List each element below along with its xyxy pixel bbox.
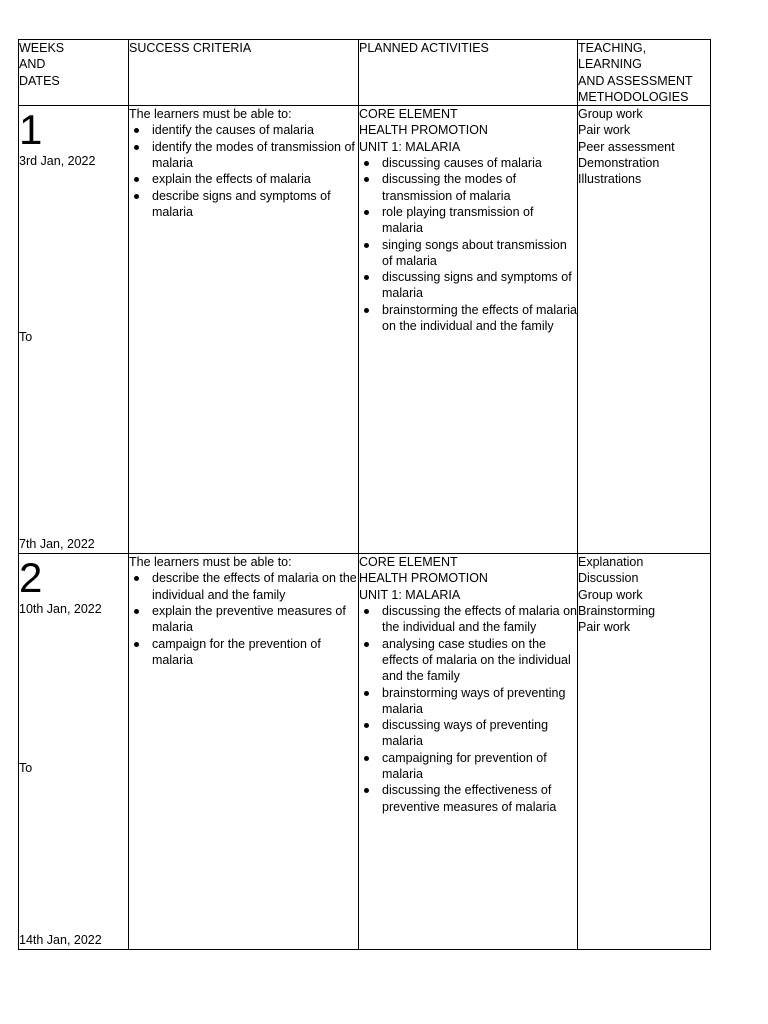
method-item: Explanation [578,555,644,570]
activities-list [359,603,577,815]
list-item: singing songs about transmission of malaria [359,237,577,270]
week-end-date: 7th Jan, 2022 [19,536,95,551]
header-text: TEACHING, LEARNING [578,41,647,72]
success-list [129,122,358,220]
list-item: role playing transmission of malaria [359,204,577,237]
success-intro: The learners must be able to: [129,107,292,122]
success-list [129,570,358,668]
header-planned-activities: PLANNED ACTIVITIES [359,40,578,106]
methodologies-cell [578,554,711,950]
week-number: 2 [19,554,43,602]
success-criteria-cell [129,554,359,950]
week-to-label: To [19,330,33,345]
unit-title: UNIT 1: MALARIA [359,139,461,154]
week-number: 1 [19,106,43,154]
method-item: Illustrations [578,172,642,187]
list-item: discussing the modes of transmission of malaria [359,171,577,204]
method-item: Group work [578,587,643,602]
success-criteria-cell [129,106,359,554]
planned-activities-cell [359,554,578,950]
list-item: discussing signs and symptoms of malaria [359,269,577,302]
core-element: CORE ELEMENT [359,555,458,570]
list-item: discussing causes of malaria [359,155,577,171]
list-item: campaign for the prevention of malaria [129,636,358,669]
list-item: identify the causes of malaria [129,122,358,138]
header-text: AND [19,57,46,72]
method-item: Discussion [578,571,639,586]
method-item: Demonstration [578,156,660,171]
week-start-date: 3rd Jan, 2022 [19,154,96,169]
core-element: CORE ELEMENT [359,107,458,122]
week-row-2 [19,554,711,950]
header-text: WEEKS [19,41,65,55]
header-success-criteria: SUCCESS CRITERIA [129,40,359,106]
header-weeks-dates [19,40,129,106]
methodologies-cell [578,106,711,554]
success-intro: The learners must be able to: [129,555,292,570]
header-methodologies [578,40,711,106]
week-to-label: To [19,761,33,776]
week-cell [19,554,129,950]
list-item: campaigning for prevention of malaria [359,750,577,783]
list-item: explain the effects of malaria [129,171,358,187]
strand: HEALTH PROMOTION [359,123,488,138]
method-item: Peer assessment [578,139,675,154]
scheme-of-work-table [18,39,711,950]
list-item: describe the effects of malaria on the individual and the family [129,570,358,603]
week-cell [19,106,129,554]
week-start-date: 10th Jan, 2022 [19,602,102,617]
strand: HEALTH PROMOTION [359,571,488,586]
method-item: Pair work [578,620,631,635]
list-item: analysing case studies on the effects of malaria on the individual and the family [359,636,577,685]
week-row-1 [19,106,711,554]
list-item: describe signs and symptoms of malaria [129,188,358,221]
header-text: AND ASSESSMENT [578,73,693,88]
method-item: Group work [578,107,643,122]
week-end-date: 14th Jan, 2022 [19,932,102,947]
method-item: Brainstorming [578,604,656,619]
list-item: brainstorming ways of preventing malaria [359,685,577,718]
list-item: discussing the effectiveness of preventive measures of malaria [359,782,577,815]
activities-list [359,155,577,334]
list-item: explain the preventive measures of malaria [129,603,358,636]
list-item: identify the modes of transmission of malaria [129,139,358,172]
list-item: discussing ways of preventing malaria [359,717,577,750]
list-item: discussing the effects of malaria on the individual and the family [359,603,577,636]
list-item: brainstorming the effects of malaria on the individual and the family [359,302,577,335]
header-row [19,40,711,106]
unit-title: UNIT 1: MALARIA [359,587,461,602]
planned-activities-cell [359,106,578,554]
method-item: Pair work [578,123,631,138]
header-text: METHODOLOGIES [578,89,689,104]
header-text: DATES [19,73,60,88]
